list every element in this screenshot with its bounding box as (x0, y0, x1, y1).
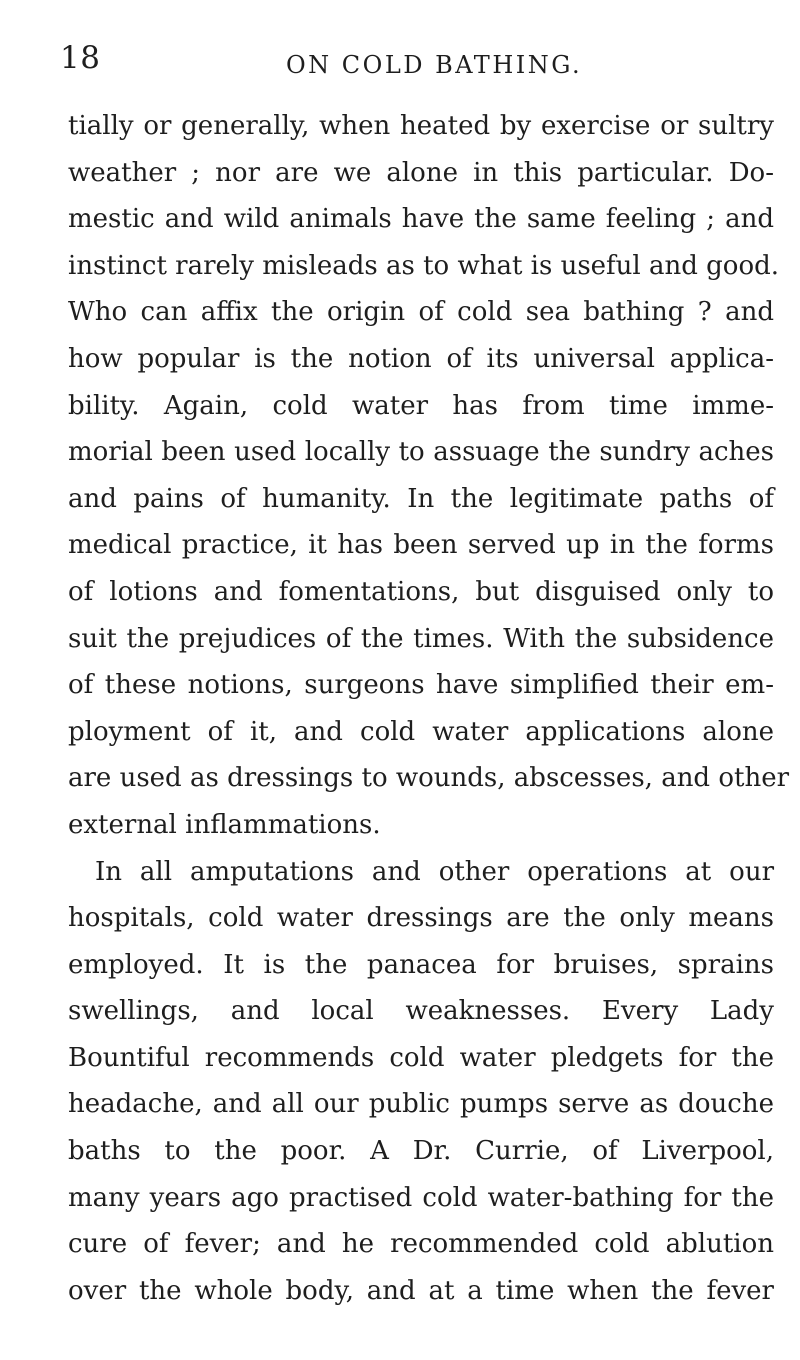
text-line: are used as dressings to wounds, abscesses, and other (68, 763, 790, 794)
text-line: cure of fever; and he recommended cold ablution (68, 1229, 774, 1260)
text-line: and pains of humanity. In the legitimate paths of (68, 483, 774, 514)
paragraph-end-line: external inflammations. (68, 809, 381, 840)
text-line: medical practice, it has been served up in the forms (68, 530, 774, 561)
text-line: headache, and all our public pumps serve as douche (68, 1089, 774, 1120)
text-line: of these notions, surgeons have simplified their em- (68, 670, 774, 701)
text-line: morial been used locally to assuage the sundry aches (68, 437, 774, 468)
running-title: ON COLD BATHING. (286, 51, 583, 79)
text-line: many years ago practised cold water-bathing for the (68, 1182, 774, 1213)
page-number: 18 (60, 40, 101, 76)
text-line: baths to the poor. A Dr. Currie, of Liverpool, (68, 1136, 774, 1167)
text-line: employed. It is the panacea for bruises, sprains (68, 949, 774, 980)
body-text (68, 106, 790, 1317)
text-line: of lotions and fomentations, but disguised only to (68, 576, 774, 607)
text-line: Who can affix the origin of cold sea bathing ? and (68, 297, 774, 328)
text-line: mestic and wild animals have the same feeling ; and (68, 204, 774, 235)
text-line: instinct rarely misleads as to what is useful and good. (68, 250, 780, 281)
text-line: bility. Again, cold water has from time imme- (68, 390, 774, 421)
text-line: ployment of it, and cold water applications alone (68, 716, 774, 747)
paragraph-start-line: In all amputations and other operations at our (95, 856, 774, 887)
text-line: swellings, and local weaknesses. Every Lady (68, 996, 774, 1027)
text-line: weather ; nor are we alone in this particular. Do- (68, 157, 774, 188)
text-line: suit the prejudices of the times. With the subsidence (68, 623, 774, 654)
text-line: tially or generally, when heated by exercise or sultry (68, 111, 774, 141)
text-line: Bountiful recommends cold water pledgets for the (68, 1042, 774, 1073)
text-line: hospitals, cold water dressings are the only means (68, 903, 774, 934)
text-line: over the whole body, and at a time when the fever (68, 1275, 774, 1306)
text-line: how popular is the notion of its universal applica- (68, 343, 774, 374)
